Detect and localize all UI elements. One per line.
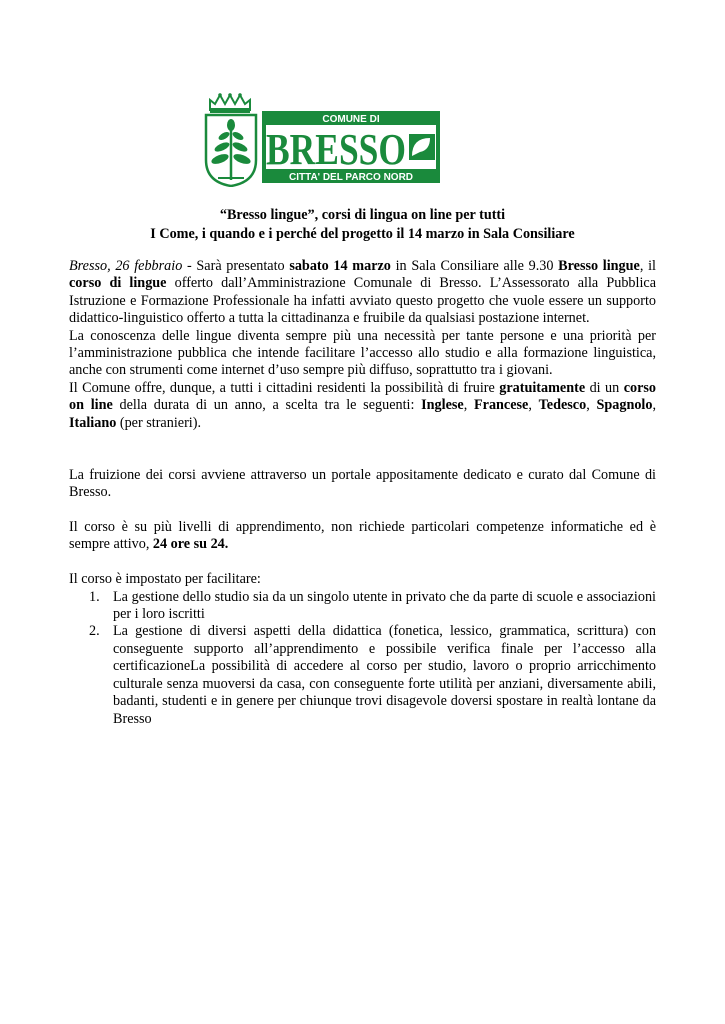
bold-run: corso on line	[69, 379, 656, 414]
text-run: Il Comune offre, dunque, a tutti i cittadini residenti la possibilità di fruire	[69, 379, 500, 396]
logo-top-text: COMUNE DI	[322, 114, 380, 125]
paragraph-levels	[69, 519, 656, 554]
leaf-emblem-icon	[409, 134, 435, 160]
article-body	[69, 258, 656, 728]
logo-bottom-text: CITTA' DEL PARCO NORD	[288, 172, 414, 183]
title-line-1: “Bresso lingue”, corsi di lingua on line per tutti	[219, 207, 506, 223]
crown-icon	[210, 93, 250, 113]
text-run: della durata di un anno, a scelta tra le seguenti:	[112, 397, 422, 414]
bold-run: 24 ore su 24.	[152, 536, 229, 553]
text-run: in Sala Consiliare alle 9.30	[390, 258, 559, 274]
title-line-2: I Come, i quando e i perché del progetto il 14 marzo in Sala Consiliare	[150, 226, 575, 242]
text-run: ,	[463, 397, 474, 414]
bold-run: Bresso lingue	[558, 258, 640, 274]
logo-main-text: BRESSO	[266, 125, 406, 174]
bold-run: Francese	[473, 397, 529, 414]
text-run: offerto dall’Amministrazione Comunale di Bresso. L’Assessorato alla Pubblica Istruzione e Formazione Professionale ha infatti avviato questo progetto che vuole essere un supporto didattico-linguistico offerto a tutta la cittadinanza e fruibile da qualsiasi postazione internet.	[69, 275, 656, 327]
spacer	[69, 502, 656, 519]
list-number: 1.	[89, 588, 100, 605]
dateline: Bresso, 26 febbraio	[69, 258, 183, 274]
logo-graphic	[204, 92, 442, 187]
bold-run: Italiano	[69, 414, 117, 431]
text-run: Il corso è su più livelli di apprendimento, non richiede particolari competenze informatiche ed è sempre attivo,	[69, 519, 656, 553]
bold-run: Spagnolo	[596, 397, 653, 414]
list-item-text: La gestione dello studio sia da un singolo utente in privato che da parte di scuole e associazioni per i loro iscritti	[113, 588, 656, 623]
text-run: ,	[652, 397, 657, 414]
bold-run: Inglese	[421, 397, 464, 414]
text-run: (per stranieri).	[116, 414, 202, 431]
text-run: ,	[528, 397, 539, 414]
bold-run: corso di lingue	[69, 275, 167, 292]
list-item	[69, 623, 656, 727]
paragraph-portal: La fruizione dei corsi avviene attraverso un portale appositamente dedicato e curato dal Comune di Bresso.	[69, 466, 656, 501]
numbered-list	[69, 589, 656, 728]
text-run: di un	[585, 379, 624, 396]
shield-icon	[206, 115, 256, 186]
bold-run: gratuitamente	[499, 379, 586, 396]
paragraph-list-intro: Il corso è impostato per facilitare:	[69, 571, 261, 588]
bold-run: sabato 14 marzo	[289, 258, 391, 274]
comune-di-bresso-logo	[204, 92, 442, 187]
paragraph-languages: La conoscenza delle lingue diventa sempre più una necessità per tante persone e una priorità per l’amministrazione pubblica che intende facilitare l’accesso allo studio e alla formazione linguistica, anche con strumenti come internet d’uso sempre più diffuso, soprattutto tra i giovani.	[69, 327, 656, 379]
spacer	[69, 554, 656, 571]
bold-run: Tedesco	[538, 397, 587, 414]
list-item-text: La gestione di diversi aspetti della didattica (fonetica, lessico, grammatica, scrittura) con conseguente supporto all’apprendimento e possibile verifica finale per l’accesso alla certificazioneLa possibilità di accedere al corso per studio, lavoro o proprio arricchimento culturale senza muoversi da casa, con conseguente forte utilità per anziani, diversamente abili, badanti, studenti e in genere per chiunque trovi disagevole doversi spostare in realtà lontane da Bresso	[113, 623, 656, 727]
text-run: ,	[586, 397, 597, 414]
paragraph-offer	[69, 380, 656, 432]
list-item	[69, 589, 656, 624]
paragraph-intro	[69, 258, 656, 328]
spacer	[69, 432, 656, 467]
press-release-title	[60, 206, 665, 244]
text-run: , il	[639, 258, 656, 274]
list-number: 2.	[89, 623, 100, 640]
text-run: - Sarà presentato	[182, 258, 290, 274]
